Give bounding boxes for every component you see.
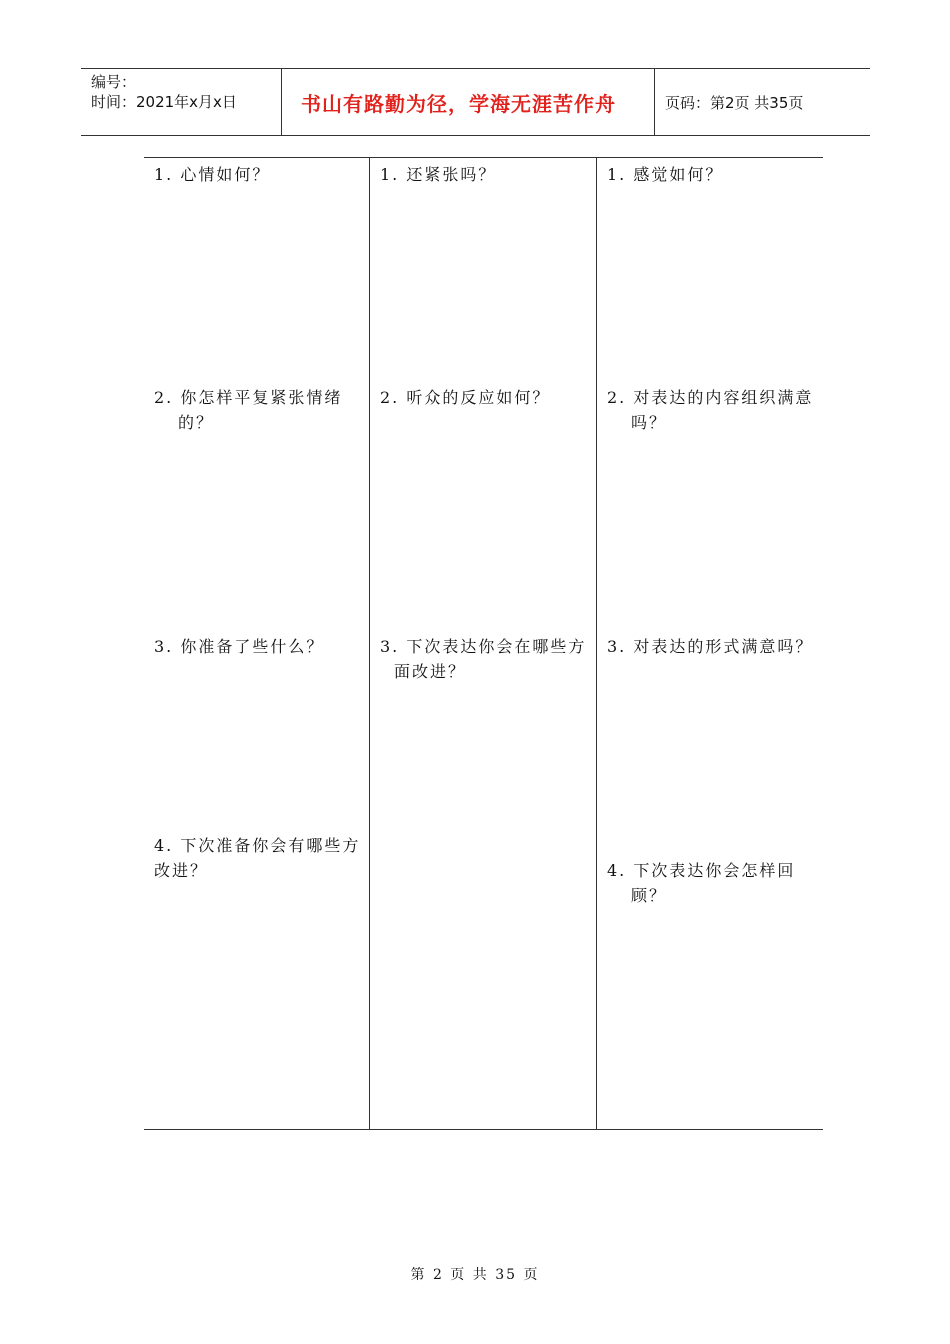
header-page-info-cell — [655, 69, 870, 135]
question-3-col-2: 3. 下次表达你会在哪些方面改进？ — [380, 637, 587, 681]
question-2-col-1: 2. 你怎样平复紧张情绪的？ — [154, 388, 343, 432]
serial-number-label: 编号： — [91, 73, 137, 91]
column-divider — [369, 158, 370, 1129]
question-1-col-2: 1. 还紧张吗？ — [380, 165, 497, 184]
question-3-col-1: 3. 你准备了些什么？ — [154, 637, 325, 656]
footer-page-number: 第 2 页 共 35 页 — [410, 1267, 540, 1283]
question-3-col-3: 3. 对表达的形式满意吗？ — [607, 637, 814, 656]
date-label: 时间：2021年x月x日 — [91, 93, 237, 111]
question-2-col-3: 2. 对表达的内容组织满意吗？ — [607, 388, 814, 432]
reflection-table — [144, 157, 823, 1130]
header-meta — [81, 69, 282, 135]
question-2-col-2: 2. 听众的反应如何？ — [380, 388, 551, 407]
page-footer — [0, 1264, 950, 1284]
question-1-col-3: 1. 感觉如何？ — [607, 165, 724, 184]
page-header — [81, 68, 870, 136]
header-page-info: 页码：第2页 共35页 — [665, 93, 804, 112]
column-divider — [596, 158, 597, 1129]
header-motto: 书山有路勤为径，学海无涯苦作舟 — [301, 91, 616, 116]
question-4-col-3: 4. 下次表达你会怎样回顾？ — [607, 861, 796, 905]
header-motto-cell — [282, 69, 655, 135]
question-1-col-1: 1. 心情如何？ — [154, 165, 271, 184]
question-4-col-1: 4. 下次准备你会有哪些方改进？ — [154, 836, 361, 880]
